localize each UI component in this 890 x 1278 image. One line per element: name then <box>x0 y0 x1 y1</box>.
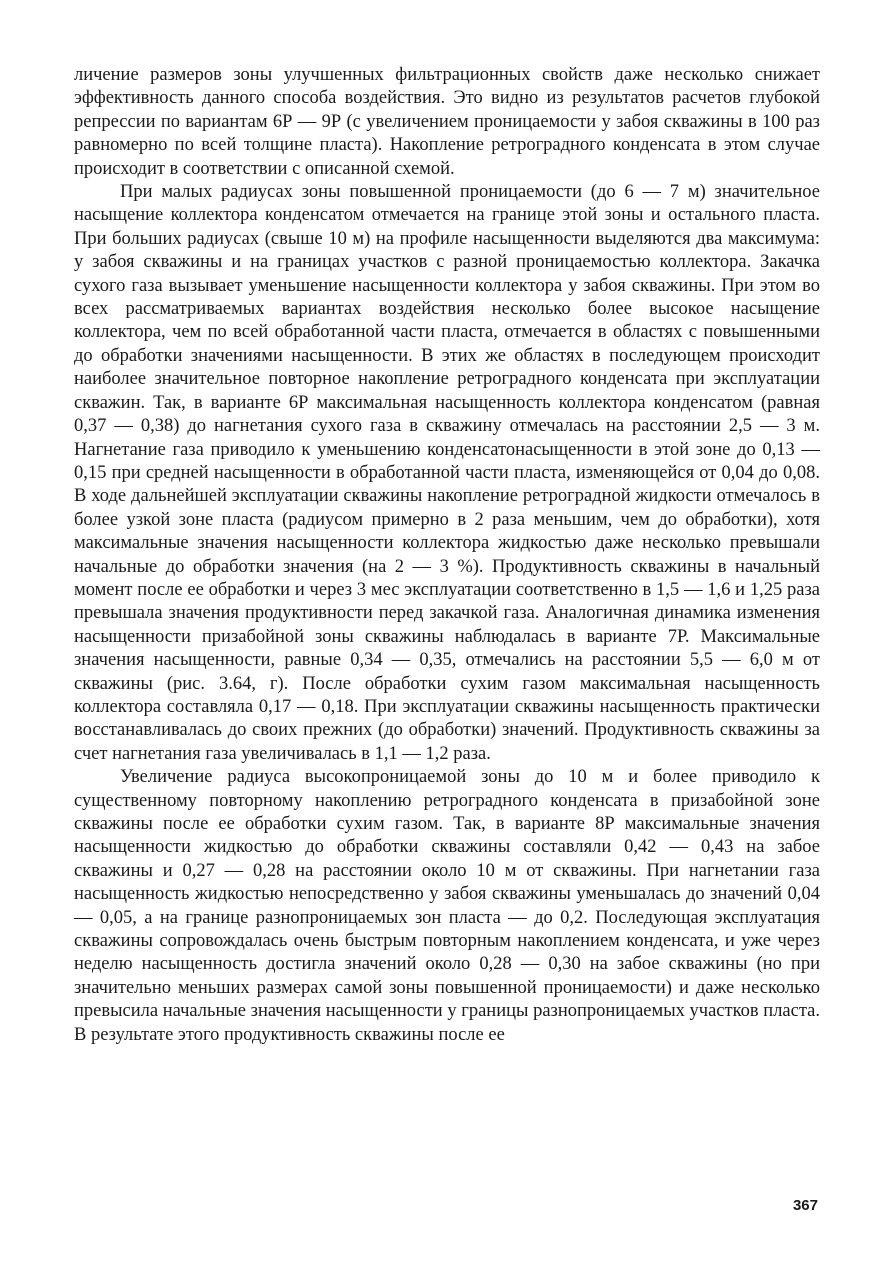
page-body <box>74 64 820 1047</box>
paragraph-3: Увеличение радиуса высокопроницаемой зоны до 10 м и более приводило к существенному повторному накоплению ретроградного конденсата в призабойной зоне скважины после ее обработки сухим газом. Так, в варианте 8Р максимальные значения насыщенности жидкостью до обработки скважины составляли 0,42 — 0,43 на забое скважины и 0,27 — 0,28 на расстоянии около 10 м от скважины. При нагнетании газа насыщенность жидкостью непосредственно у забоя скважины уменьшалась до значений 0,04 — 0,05, а на границе разнопроницаемых зон пласта — до 0,2. Последующая эксплуатация скважины сопровождалась очень быстрым повторным накоплением конденсата, и уже через неделю насыщенность достигла значений около 0,28 — 0,30 на забое скважины (но при значительно меньших размерах самой зоны повышенной проницаемости) и даже несколько превысила начальные значения насыщенности у границы разнопроницаемых участков пласта. В результате этого продуктивность скважины после ее <box>74 767 820 1045</box>
paragraph-1: личение размеров зоны улучшенных фильтрационных свойств даже несколько снижает эффективность данного способа воздействия. Это видно из результатов расчетов глубокой репрессии по вариантам 6Р — 9Р (с увеличением проницаемости у забоя скважины в 100 раз равномерно по всей толщине пласта). Накопление ретроградного конденсата в этом случае происходит в соответствии с описанной схемой. <box>74 65 820 179</box>
page-number: 367 <box>792 1197 818 1214</box>
paragraph-2: При малых радиусах зоны повышенной проницаемости (до 6 — 7 м) значительное насыщение коллектора конденсатом отмечается на границе этой зоны и остального пласта. При больших радиусах (свыше 10 м) на профиле насыщенности выделяются два максимума: у забоя скважины и на границах участков с разной проницаемостью коллектора. Закачка сухого газа вызывает уменьшение насыщенности коллектора у забоя скважины. При этом во всех рассматриваемых вариантах воздействия несколько более высокое насыщение коллектора, чем по всей обработанной части пласта, отмечается в областях с повышенными до обработки значениями насыщенности. В этих же областях в последующем происходит наиболее значительное повторное накопление ретроградного конденсата при эксплуатации скважин. Так, в варианте 6Р максимальная насыщенность коллектора конденсатом (равная 0,37 — 0,38) до нагнетания сухого газа в скважину отмечалась на расстоянии 2,5 — 3 м. Нагнетание газа приводило к уменьшению конденсатонасыщенности в этой зоне до 0,13 — 0,15 при средней насыщенности в обработанной части пласта, изменяющейся от 0,04 до 0,08. В ходе дальнейшей эксплуатации скважины накопление ретроградной жидкости отмечалось в более узкой зоне пласта (радиусом примерно в 2 раза меньшим, чем до обработки), хотя максимальные значения насыщенности коллектора жидкостью даже несколько превышали начальные до обработки значения (на 2 — 3 %). Продуктивность скважины в начальный момент после ее обработки и через 3 мес эксплуатации соответственно в 1,5 — 1,6 и 1,25 раза превышала значения продуктивности перед закачкой газа. Аналогичная динамика изменения насыщенности призабойной зоны скважины наблюдалась в варианте 7Р. Максимальные значения насыщенности, равные 0,34 — 0,35, отмечались на расстоянии 5,5 — 6,0 м от скважины (рис. 3.64, г). После обработки сухим газом максимальная насыщенность коллектора составляла 0,17 — 0,18. При эксплуатации скважины насыщенность практически восстанавливалась до своих прежних (до обработки) значений. Продуктивность скважины за счет нагнетания газа увеличивалась в 1,1 — 1,2 раза. <box>74 182 820 764</box>
